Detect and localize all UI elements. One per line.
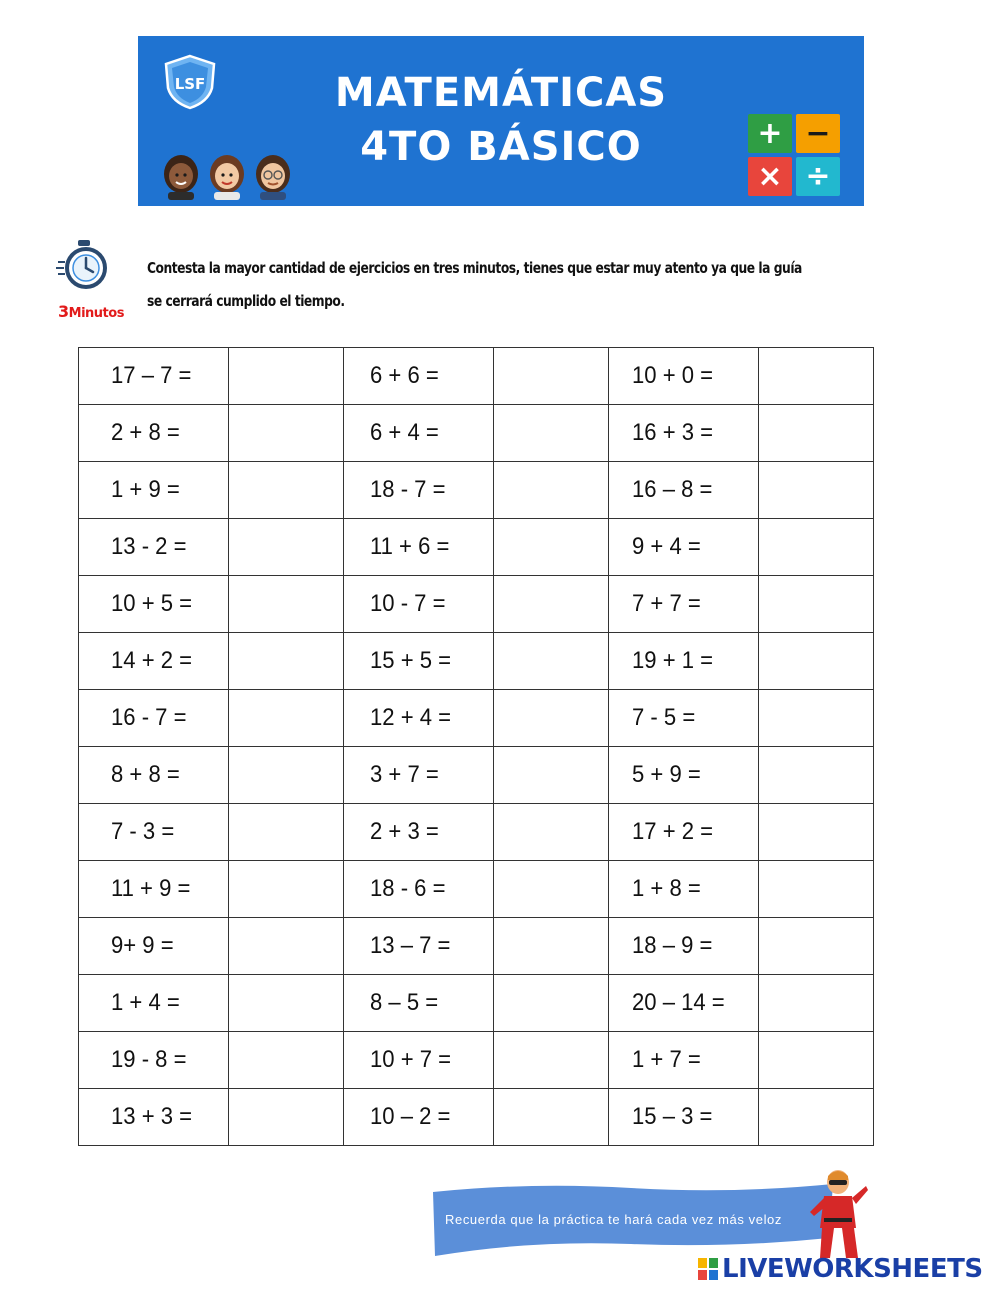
answer-box[interactable]: [494, 348, 609, 405]
exercise-text: 10 + 7 =: [370, 1046, 452, 1073]
exercise-text: 13 - 2 =: [111, 533, 187, 560]
exercise-cell: [609, 918, 759, 975]
answer-box[interactable]: [229, 1089, 344, 1146]
table-row: [79, 690, 874, 747]
school-logo-text: LSF: [174, 75, 206, 93]
answer-box[interactable]: [229, 576, 344, 633]
exercise-cell: [79, 861, 229, 918]
answer-box[interactable]: [759, 747, 874, 804]
answer-box[interactable]: [229, 690, 344, 747]
answer-box[interactable]: [759, 1089, 874, 1146]
exercise-cell: [344, 576, 494, 633]
avatar-icon: [252, 154, 294, 200]
table-row: [79, 747, 874, 804]
exercise-text: 14 + 2 =: [111, 647, 193, 674]
table-row: [79, 462, 874, 519]
table-row: [79, 918, 874, 975]
exercise-cell: [344, 462, 494, 519]
exercise-table: [78, 347, 874, 1146]
exercise-text: 3 + 7 =: [370, 761, 439, 788]
answer-box[interactable]: [229, 918, 344, 975]
exercise-cell: [79, 462, 229, 519]
exercise-text: 19 + 1 =: [632, 647, 714, 674]
exercise-text: 16 + 3 =: [632, 419, 714, 446]
exercise-cell: [79, 804, 229, 861]
table-row: [79, 861, 874, 918]
table-row: [79, 975, 874, 1032]
exercise-cell: [79, 405, 229, 462]
avatar-group: [160, 154, 294, 202]
exercise-text: 19 - 8 =: [111, 1046, 187, 1073]
exercise-cell: [79, 747, 229, 804]
math-operations-icon: [748, 114, 840, 196]
avatar-icon: [160, 154, 202, 200]
page-subtitle: 4TO BÁSICO: [360, 124, 642, 170]
exercise-cell: [609, 462, 759, 519]
table-row: [79, 1032, 874, 1089]
exercise-text: 2 + 8 =: [111, 419, 180, 446]
exercise-cell: [344, 1032, 494, 1089]
answer-box[interactable]: [494, 975, 609, 1032]
exercise-cell: [609, 804, 759, 861]
answer-box[interactable]: [494, 576, 609, 633]
exercise-cell: [609, 975, 759, 1032]
answer-box[interactable]: [759, 690, 874, 747]
instructions-text: Contesta la mayor cantidad de ejercicios en tres minutos, tienes que estar muy atento ya que la guía se cerrará cumplido el tiempo.: [147, 259, 802, 310]
exercise-cell: [344, 690, 494, 747]
answer-box[interactable]: [494, 804, 609, 861]
table-row: [79, 519, 874, 576]
exercise-text: 1 + 9 =: [111, 476, 180, 503]
superhero-icon: [808, 1168, 868, 1260]
exercise-cell: [609, 861, 759, 918]
exercise-text: 1 + 8 =: [632, 875, 701, 902]
exercise-text: 7 - 3 =: [111, 818, 175, 845]
exercise-text: 7 - 5 =: [632, 704, 696, 731]
answer-box[interactable]: [229, 975, 344, 1032]
exercise-cell: [609, 519, 759, 576]
table-row: [79, 804, 874, 861]
exercise-text: 10 + 5 =: [111, 590, 193, 617]
stopwatch-icon: [56, 238, 112, 294]
block-e: [709, 1270, 718, 1280]
timer-number: 3: [58, 302, 69, 321]
block-l: [698, 1258, 707, 1268]
liveworksheets-logo: [698, 1254, 983, 1284]
answer-box[interactable]: [229, 633, 344, 690]
exercise-text: 6 + 4 =: [370, 419, 439, 446]
exercise-cell: [344, 348, 494, 405]
answer-box[interactable]: [759, 462, 874, 519]
exercise-cell: [79, 576, 229, 633]
answer-box[interactable]: [229, 861, 344, 918]
block-v: [698, 1270, 707, 1280]
exercise-text: 6 + 6 =: [370, 362, 439, 389]
exercise-cell: [344, 918, 494, 975]
exercise-text: 11 + 6 =: [370, 533, 450, 560]
answer-box[interactable]: [494, 1089, 609, 1146]
answer-box[interactable]: [494, 918, 609, 975]
exercise-text: 11 + 9 =: [111, 875, 191, 902]
answer-box[interactable]: [229, 462, 344, 519]
answer-box[interactable]: [759, 405, 874, 462]
exercise-cell: [609, 747, 759, 804]
exercise-cell: [344, 861, 494, 918]
exercise-text: 1 + 7 =: [632, 1046, 701, 1073]
table-row: [79, 348, 874, 405]
exercise-text: 15 – 3 =: [632, 1103, 713, 1130]
brand-text: LIVEWORKSHEETS: [722, 1254, 983, 1284]
divide-icon: ÷: [796, 157, 840, 196]
exercise-cell: [609, 690, 759, 747]
table-row: [79, 576, 874, 633]
answer-box[interactable]: [494, 1032, 609, 1089]
exercise-text: 20 – 14 =: [632, 989, 725, 1016]
exercise-text: 18 – 9 =: [632, 932, 713, 959]
answer-box[interactable]: [494, 690, 609, 747]
exercise-text: 1 + 4 =: [111, 989, 180, 1016]
answer-box[interactable]: [229, 348, 344, 405]
table-row: [79, 633, 874, 690]
exercise-text: 5 + 9 =: [632, 761, 701, 788]
exercise-text: 13 + 3 =: [111, 1103, 193, 1130]
exercise-text: 18 - 7 =: [370, 476, 446, 503]
exercise-cell: [344, 519, 494, 576]
answer-box[interactable]: [759, 975, 874, 1032]
avatar-icon: [206, 154, 248, 200]
exercise-cell: [79, 633, 229, 690]
exercise-text: 10 – 2 =: [370, 1103, 451, 1130]
answer-box[interactable]: [229, 405, 344, 462]
exercise-text: 10 - 7 =: [370, 590, 446, 617]
exercise-text: 17 + 2 =: [632, 818, 714, 845]
exercise-cell: [344, 804, 494, 861]
motto-text: Recuerda que la práctica te hará cada vez más veloz: [445, 1212, 782, 1227]
answer-box[interactable]: [759, 348, 874, 405]
exercise-text: 17 – 7 =: [111, 362, 192, 389]
table-row: [79, 405, 874, 462]
exercise-text: 13 – 7 =: [370, 932, 451, 959]
school-shield-logo: [162, 54, 218, 110]
block-i: [709, 1258, 718, 1268]
answer-box[interactable]: [494, 861, 609, 918]
exercise-text: 2 + 3 =: [370, 818, 439, 845]
exercise-cell: [609, 576, 759, 633]
timer-label: [58, 302, 124, 321]
multiply-icon: ×: [748, 157, 792, 196]
answer-box[interactable]: [494, 405, 609, 462]
exercise-text: 7 + 7 =: [632, 590, 701, 617]
answer-box[interactable]: [759, 804, 874, 861]
exercise-cell: [609, 1032, 759, 1089]
answer-box[interactable]: [229, 1032, 344, 1089]
exercise-cell: [609, 348, 759, 405]
answer-box[interactable]: [759, 861, 874, 918]
answer-box[interactable]: [494, 519, 609, 576]
exercise-cell: [344, 633, 494, 690]
liveworksheets-blocks-icon: [698, 1258, 718, 1280]
answer-box[interactable]: [759, 633, 874, 690]
plus-icon: +: [748, 114, 792, 153]
table-row: [79, 1089, 874, 1146]
page-title: MATEMÁTICAS: [334, 70, 668, 116]
exercise-cell: [609, 1089, 759, 1146]
exercise-text: 18 - 6 =: [370, 875, 446, 902]
exercise-cell: [344, 405, 494, 462]
exercise-cell: [344, 747, 494, 804]
minus-icon: −: [796, 114, 840, 153]
exercise-cell: [609, 633, 759, 690]
exercise-cell: [609, 405, 759, 462]
exercise-text: 8 – 5 =: [370, 989, 439, 1016]
answer-box[interactable]: [494, 633, 609, 690]
exercise-text: 16 – 8 =: [632, 476, 713, 503]
answer-box[interactable]: [759, 918, 874, 975]
exercise-cell: [79, 690, 229, 747]
exercise-cell: [344, 1089, 494, 1146]
exercise-text: 10 + 0 =: [632, 362, 714, 389]
answer-box[interactable]: [229, 519, 344, 576]
answer-box[interactable]: [494, 747, 609, 804]
exercise-cell: [79, 348, 229, 405]
exercise-text: 8 + 8 =: [111, 761, 180, 788]
timer-unit: Minutos: [68, 306, 124, 321]
answer-box[interactable]: [229, 804, 344, 861]
exercise-cell: [79, 975, 229, 1032]
exercise-text: 16 - 7 =: [111, 704, 187, 731]
exercise-cell: [79, 519, 229, 576]
answer-box[interactable]: [229, 747, 344, 804]
answer-box[interactable]: [759, 519, 874, 576]
exercise-text: 15 + 5 =: [370, 647, 452, 674]
answer-box[interactable]: [494, 462, 609, 519]
exercise-text: 9+ 9 =: [111, 932, 174, 959]
answer-box[interactable]: [759, 1032, 874, 1089]
exercise-cell: [344, 975, 494, 1032]
exercise-cell: [79, 918, 229, 975]
exercise-text: 12 + 4 =: [370, 704, 452, 731]
header-banner: [138, 36, 864, 206]
exercise-cell: [79, 1032, 229, 1089]
answer-box[interactable]: [759, 576, 874, 633]
exercise-cell: [79, 1089, 229, 1146]
exercise-text: 9 + 4 =: [632, 533, 701, 560]
